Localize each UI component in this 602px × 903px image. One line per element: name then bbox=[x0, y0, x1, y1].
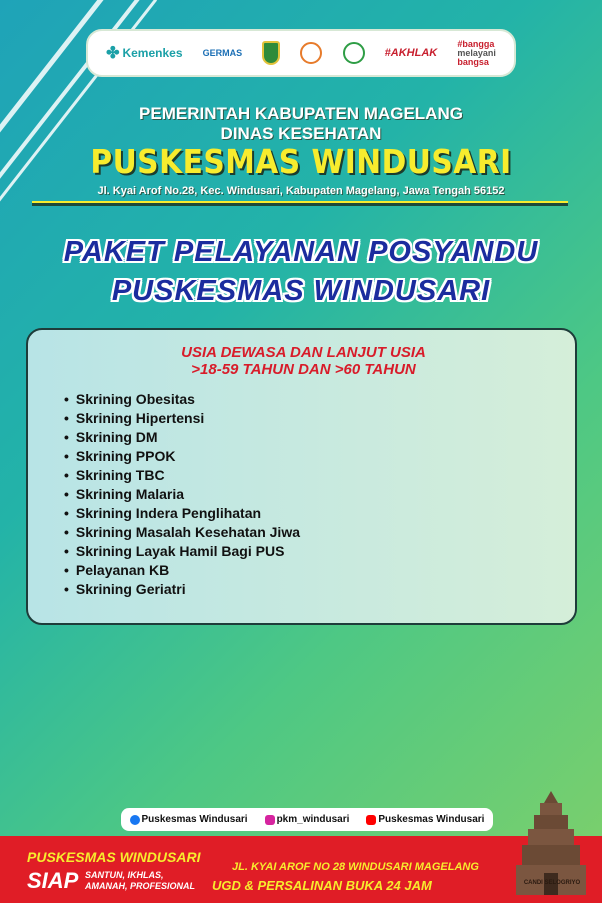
header-line1: PEMERINTAH KABUPATEN MAGELANG bbox=[139, 104, 463, 123]
list-item: • Skrining Malaria bbox=[64, 485, 300, 504]
footer-ugd: UGD & PERSALINAN BUKA 24 JAM bbox=[212, 878, 432, 893]
logo-bar bbox=[86, 29, 516, 77]
bangga-line3: bangsa bbox=[457, 56, 489, 67]
list-item: • Skrining Layak Hamil Bagi PUS bbox=[64, 542, 300, 561]
footer-tag2: AMANAH, PROFESIONAL bbox=[85, 881, 195, 891]
germas-logo bbox=[203, 48, 243, 58]
footer-name: PUSKESMAS WINDUSARI bbox=[27, 849, 201, 865]
akhlak-text: #AKHLAK bbox=[384, 47, 438, 59]
list-item: • Skrining PPOK bbox=[64, 447, 300, 466]
panel-subtitle2: >18-59 TAHUN DAN >60 TAHUN bbox=[191, 361, 416, 378]
kemenkes-logo bbox=[106, 43, 182, 63]
akhlak-logo bbox=[385, 47, 438, 59]
puskesmas-name: PUSKESMAS WINDUSARI bbox=[90, 142, 512, 181]
kemenkes-text: Kemenkes bbox=[122, 46, 183, 60]
header-address: Jl. Kyai Arof No.28, Kec. Windusari, Kabupaten Magelang, Jawa Tengah 56152 bbox=[97, 185, 505, 197]
posyandu-logo-icon bbox=[300, 42, 322, 64]
list-item: • Skrining Geriatri bbox=[64, 580, 300, 599]
social-bar bbox=[121, 808, 493, 831]
header-line2: DINAS KESEHATAN bbox=[220, 124, 382, 143]
header-divider bbox=[32, 201, 568, 206]
list-item: • Skrining Obesitas bbox=[64, 390, 300, 409]
puskesmas-logo-icon bbox=[343, 42, 365, 64]
germas-text: GERMAS bbox=[202, 48, 243, 58]
title-line2: PUSKESMAS WINDUSARI bbox=[111, 275, 491, 307]
instagram-icon bbox=[265, 815, 275, 825]
list-item: • Pelayanan KB bbox=[64, 561, 300, 580]
footer-tagline bbox=[85, 870, 195, 892]
list-item: • Skrining Masalah Kesehatan Jiwa bbox=[64, 523, 300, 542]
list-item: • Skrining Hipertensi bbox=[64, 409, 300, 428]
instagram-label: pkm_windusari bbox=[276, 814, 350, 825]
services-list bbox=[64, 390, 300, 599]
facebook-label: Puskesmas Windusari bbox=[141, 814, 248, 825]
social-instagram[interactable] bbox=[265, 814, 350, 825]
list-item: • Skrining TBC bbox=[64, 466, 300, 485]
facebook-icon bbox=[130, 815, 140, 825]
kemenkes-icon: ✤ bbox=[106, 45, 120, 62]
bangga-logo bbox=[457, 40, 496, 67]
social-facebook[interactable] bbox=[130, 814, 248, 825]
list-item: • Skrining DM bbox=[64, 428, 300, 447]
list-item: • Skrining Indera Penglihatan bbox=[64, 504, 300, 523]
title-line1: PAKET PELAYANAN POSYANDU bbox=[63, 236, 539, 268]
panel-subtitle1: USIA DEWASA DAN LANJUT USIA bbox=[181, 344, 426, 361]
candi-label: CANDI SELOGRIYO bbox=[523, 880, 581, 886]
footer-tag1: SANTUN, IKHLAS, bbox=[85, 870, 164, 880]
footer-address: JL. KYAI AROF NO 28 WINDUSARI MAGELANG bbox=[232, 861, 479, 873]
bangga-line1: #bangga bbox=[457, 38, 495, 49]
youtube-icon bbox=[366, 815, 376, 825]
bangga-line2: melayani bbox=[457, 47, 496, 58]
social-youtube[interactable] bbox=[366, 814, 484, 825]
footer-siap: SIAP bbox=[27, 868, 79, 893]
magelang-emblem-icon bbox=[262, 41, 280, 65]
services-panel bbox=[26, 328, 577, 625]
youtube-label: Puskesmas Windusari bbox=[378, 814, 485, 825]
